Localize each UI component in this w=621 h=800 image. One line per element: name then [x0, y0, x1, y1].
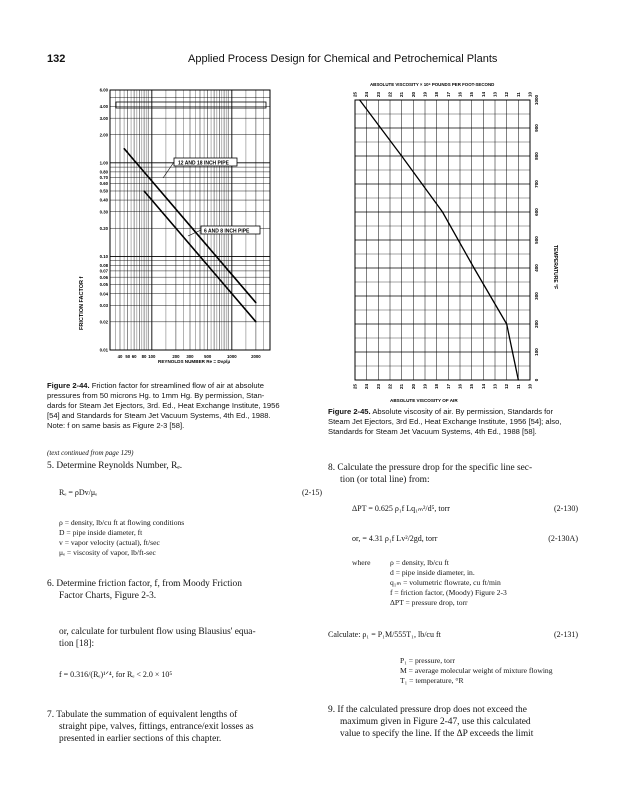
eq-2-131-number: (2-131): [554, 630, 578, 639]
fig45-xlabel: ABSOLUTE VISCOSITY OF AIR: [390, 398, 458, 403]
fig44-y-tick-label: 4.00: [99, 104, 108, 110]
calc-definitions: [400, 656, 578, 686]
fig45-bottom-tick-label: 10: [527, 383, 533, 389]
fig45-top-tick-label: 13: [492, 91, 498, 97]
fig45-bottom-tick-label: 19: [422, 383, 428, 389]
figure-2-44-chart: [70, 80, 290, 380]
step-5: 5. Determine Reynolds Number, Rₑ.: [47, 461, 183, 471]
fig44-x-tick-label: 40: [117, 354, 123, 359]
fig45-right-tick-label: 600: [534, 208, 539, 216]
where-density: ρ = density, lb/cu ft: [390, 558, 449, 567]
fig45-bottom-tick-label: 13: [492, 383, 498, 389]
where-pressure-drop: ΔPT = pressure drop, torr: [390, 598, 468, 607]
blasius-intro: [59, 626, 322, 650]
fig45-top-tick-label: 14: [480, 91, 486, 97]
fig45-top-tick-label: 12: [504, 91, 510, 97]
fig45-bottom-tick-label: 21: [399, 383, 405, 389]
figure-2-45-caption: [328, 407, 618, 437]
fig45-right-tick-label: 700: [534, 180, 539, 188]
fig44-y-tick-label: 0.07: [99, 268, 108, 274]
fig45-bottom-tick-label: 16: [457, 383, 463, 389]
fig44-y-tick-label: 0.08: [99, 263, 108, 269]
fig44-series-point: [175, 228, 176, 229]
fig44-ylabel: FRICTION FACTOR f: [79, 276, 85, 330]
step-8: [328, 462, 578, 486]
page-number: 132: [47, 53, 66, 65]
eq-2-130a-number: (2-130A): [548, 534, 578, 543]
fig44-x-tick-label: 50: [125, 354, 131, 359]
fig44-y-tick-label: 0.70: [99, 174, 108, 180]
equation-2-131: [328, 630, 578, 642]
fig44-x-tick-label: 2000: [251, 354, 261, 359]
def-viscosity: μₑ = viscosity of vapor, lb/ft-sec: [59, 548, 156, 557]
fig45-series-point: [473, 267, 474, 268]
where-friction: f = friction factor, (Moody) Figure 2-3: [390, 588, 507, 597]
fig44-y-tick-label: 0.40: [99, 197, 108, 203]
fig44-series-point: [123, 148, 124, 149]
fig44-y-tick-label: 0.01: [99, 347, 108, 353]
fig45-right-tick-label: 800: [534, 152, 539, 160]
fig45-caption-line-2: Steam Jet Ejectors, 3rd Ed., Heat Exchange Institute, 1956 [54]; also,: [328, 417, 562, 426]
fig45-top-tick-label: 23: [375, 91, 381, 97]
fig44-caption-line-5: Note: f on same basis as Figure 2-3 [58].: [47, 421, 185, 430]
fig44-series-point: [255, 321, 256, 322]
fig44-x-tick-label: 80: [141, 354, 147, 359]
fig45-top-tick-label: 20: [410, 91, 416, 97]
fig45-bottom-tick-label: 14: [480, 383, 486, 389]
step-9-line-1: 9. If the calculated pressure drop does not exceed the: [328, 705, 527, 715]
fig45-bottom-tick-label: 12: [504, 383, 510, 389]
fig44-series-point: [255, 302, 256, 303]
step-6-line-1: 6. Determine friction factor, f, from Moody Friction: [47, 579, 242, 589]
step-7-line-3: presented in earlier sections of this chapter.: [59, 734, 222, 744]
eq-reynolds-number: (2-15): [302, 488, 322, 497]
fig45-top-tick-label: 18: [434, 91, 440, 97]
where-definitions: [328, 558, 578, 618]
fig45-right-tick-label: 100: [534, 348, 539, 356]
step-8-line-2: tion (or total line) from:: [340, 475, 430, 485]
fig45-ylabel: TEMPERATURE °F: [552, 245, 558, 290]
fig45-bottom-tick-label: 20: [410, 383, 416, 389]
fig44-y-tick-label: 1.00: [99, 160, 108, 166]
fig44-series-point: [189, 225, 190, 226]
fig44-series-point: [143, 190, 144, 191]
fig44-y-tick-label: 0.50: [99, 188, 108, 194]
fig45-bottom-tick-label: 15: [469, 383, 475, 389]
equation-2-130a: [328, 534, 578, 546]
where-flowrate: q₁ₘ = volumetric flowrate, cu ft/min: [390, 578, 501, 587]
fig45-top-tick-label: 16: [457, 91, 463, 97]
fig45-bottom-tick-label: 17: [445, 383, 451, 389]
fig45-right-tick-label: 400: [534, 264, 539, 272]
right-column: [328, 462, 578, 740]
where-diameter: d = pipe inside diameter, in.: [390, 568, 475, 577]
fig45-right-tick-label: 1000: [534, 94, 539, 106]
def-velocity: v = vapor velocity (actual), ft/sec: [59, 538, 160, 547]
fig45-bottom-tick-label: 11: [515, 384, 521, 389]
fig45-series-point: [401, 155, 402, 156]
fig44-x-tick-label: 100: [148, 354, 156, 359]
fig45-top-tick-label: 24: [364, 91, 370, 97]
step-9-line-2: maximum given in Figure 2-47, use this calculated: [340, 717, 531, 727]
fig44-y-tick-label: 0.80: [99, 169, 108, 175]
fig45-right-tick-label: 300: [534, 292, 539, 300]
equation-2-130: [328, 504, 578, 516]
fig45-right-tick-label: 200: [534, 320, 539, 328]
fig45-bottom-tick-label: 23: [375, 383, 381, 389]
fig44-series-label-6-8: 6 AND 8 INCH PIPE: [204, 228, 250, 235]
fig44-x-tick-label: 300: [186, 354, 194, 359]
fig45-right-tick-label: 500: [534, 236, 539, 244]
reynolds-definitions: [59, 518, 322, 558]
step-9-line-3: value to specify the line. If the ΔP exceeds the limit: [340, 729, 534, 739]
step-6-line-2: Factor Charts, Figure 2-3.: [59, 591, 157, 601]
running-title: Applied Process Design for Chemical and Petrochemical Plants: [188, 53, 498, 65]
fig45-top-tick-label: 25: [352, 91, 358, 97]
fig44-y-tick-label: 0.04: [99, 291, 108, 297]
def-diameter: D = pipe inside diameter, ft: [59, 528, 143, 537]
fig45-right-tick-label: 0: [534, 378, 539, 382]
fig44-series-point: [151, 180, 152, 181]
blasius-intro-line-1: or, calculate for turbulent flow using Blausius' equa-: [59, 627, 256, 637]
eq-pressure-drop: ΔPT = 0.625 ρ₁f Lq₁ₘ²/d⁵, torr: [352, 504, 450, 513]
fig45-caption-line-1: Absolute viscosity of air. By permission, Standards for: [372, 407, 553, 416]
fig45-top-tick-label: 17: [445, 91, 451, 97]
fig44-caption-line-3: dards for Steam Jet Ejectors, 3rd. Ed., Heat Exchange Institute, 1956: [47, 401, 280, 410]
fig45-bottom-tick-label: 22: [387, 383, 393, 389]
where-label: where: [352, 558, 371, 567]
fig45-title: ABSOLUTE VISCOSITY × 10⁶ POUNDS PER FOOT-SECOND: [370, 82, 495, 87]
fig44-leader-12-18: [163, 162, 174, 178]
step-7: [47, 709, 322, 745]
calc-molecular-weight: M = average molecular weight of mixture flowing: [400, 666, 553, 675]
figure-2-44-caption: [47, 381, 337, 431]
fig45-bottom-tick-label: 25: [352, 383, 358, 389]
fig44-y-tick-label: 0.10: [99, 254, 108, 260]
fig44-y-tick-label: 0.05: [99, 282, 108, 288]
fig44-y-ticks: [100, 88, 109, 353]
fig44-caption-line-2: pressures from 50 microns Hg. to 1mm Hg. By permission, Stan-: [47, 391, 265, 400]
equation-2-15: [47, 488, 322, 500]
fig44-y-tick-label: 0.30: [99, 209, 108, 215]
eq-reynolds: Rₑ = ρDv/μₑ: [59, 488, 98, 497]
fig44-y-tick-label: 3.00: [99, 115, 108, 121]
fig45-top-tick-label: 10: [527, 91, 533, 97]
fig45-right-tick-label: 900: [534, 124, 539, 132]
continued-note: (text continued from page 129): [47, 449, 134, 457]
eq-pressure-drop-alt: or, = 4.31 ρ₁f Lv²/2gd, torr: [352, 534, 438, 543]
fig45-bottom-tick-label: 18: [434, 383, 440, 389]
fig45-bottom-tick-label: 24: [364, 383, 370, 389]
fig45-top-tick-label: 22: [387, 91, 393, 97]
fig45-top-tick-label: 11: [515, 92, 521, 97]
fig44-series-point: [231, 274, 232, 275]
fig45-caption-line-3: Standards for Steam Jet Vacuum Systems, 4th Ed., 1988 [58].: [328, 427, 537, 436]
def-density: ρ = density, lb/cu ft at flowing conditions: [59, 518, 185, 527]
fig44-x-tick-label: 60: [131, 354, 137, 359]
fig44-y-tick-label: 0.20: [99, 225, 108, 231]
fig44-series-label-12-18: 12 AND 18 INCH PIPE: [178, 160, 229, 167]
step-8-line-1: 8. Calculate the pressure drop for the specific line sec-: [328, 463, 533, 473]
fig44-x-tick-label: 200: [172, 354, 180, 359]
fig45-series-point: [506, 323, 507, 324]
step-9: [328, 704, 578, 740]
fig44-xlabel: REYNOLDS NUMBER Re = Dvρ/μ: [158, 359, 231, 364]
fig44-x-tick-label: 500: [204, 354, 212, 359]
fig45-top-tick-label: 21: [399, 91, 405, 97]
fig44-y-tick-label: 2.00: [99, 132, 108, 138]
fig44-y-tick-label: 0.02: [99, 319, 108, 325]
fig44-caption-line-4: [54] and Standards for Steam Jet Vacuum Systems, 4th Ed., 1988.: [47, 411, 271, 420]
fig44-y-tick-label: 0.06: [99, 274, 108, 280]
fig44-x-tick-label: 1000: [227, 354, 237, 359]
fig44-y-tick-label: 0.03: [99, 302, 108, 308]
fig44-caption-label: Figure 2-44.: [47, 381, 90, 390]
fig44-series-point: [207, 265, 208, 266]
fig45-series-point: [442, 211, 443, 212]
blasius-intro-line-2: tion [18]:: [59, 639, 95, 649]
fig44-y-tick-label: 6.00: [99, 87, 108, 93]
fig45-series-point: [359, 99, 360, 100]
fig45-grid: [355, 100, 530, 380]
calc-pressure: P₁ = pressure, torr: [400, 656, 456, 665]
fig45-caption-label: Figure 2-45.: [328, 407, 371, 416]
eq-2-130-number: (2-130): [554, 504, 578, 513]
fig45-top-tick-label: 19: [422, 91, 428, 97]
figure-2-45-chart: [330, 80, 560, 415]
fig44-series-point: [231, 293, 232, 294]
calc-temperature: T₁ = temperature, °R: [400, 676, 464, 685]
eq-density-calc: Calculate: ρ₁ = P₁M/555T₁, lb/cu ft: [328, 630, 441, 639]
left-column: [47, 448, 322, 745]
fig44-y-tick-label: 0.60: [99, 181, 108, 187]
fig45-top-tick-label: 15: [469, 91, 475, 97]
step-7-line-1: 7. Tabulate the summation of equivalent lengths of: [47, 710, 238, 720]
step-7-line-2: straight pipe, valves, fittings, entrance/exit losses as: [59, 722, 254, 732]
eq-blasius: f = 0.316/(Rₑ)¹ᐟ⁴, for Rₑ < 2.0 × 10⁵: [59, 670, 173, 679]
fig44-caption-line-1: Friction factor for streamlined flow of air at absolute: [91, 381, 264, 390]
fig45-series-point: [518, 379, 519, 380]
step-6: [47, 578, 322, 602]
